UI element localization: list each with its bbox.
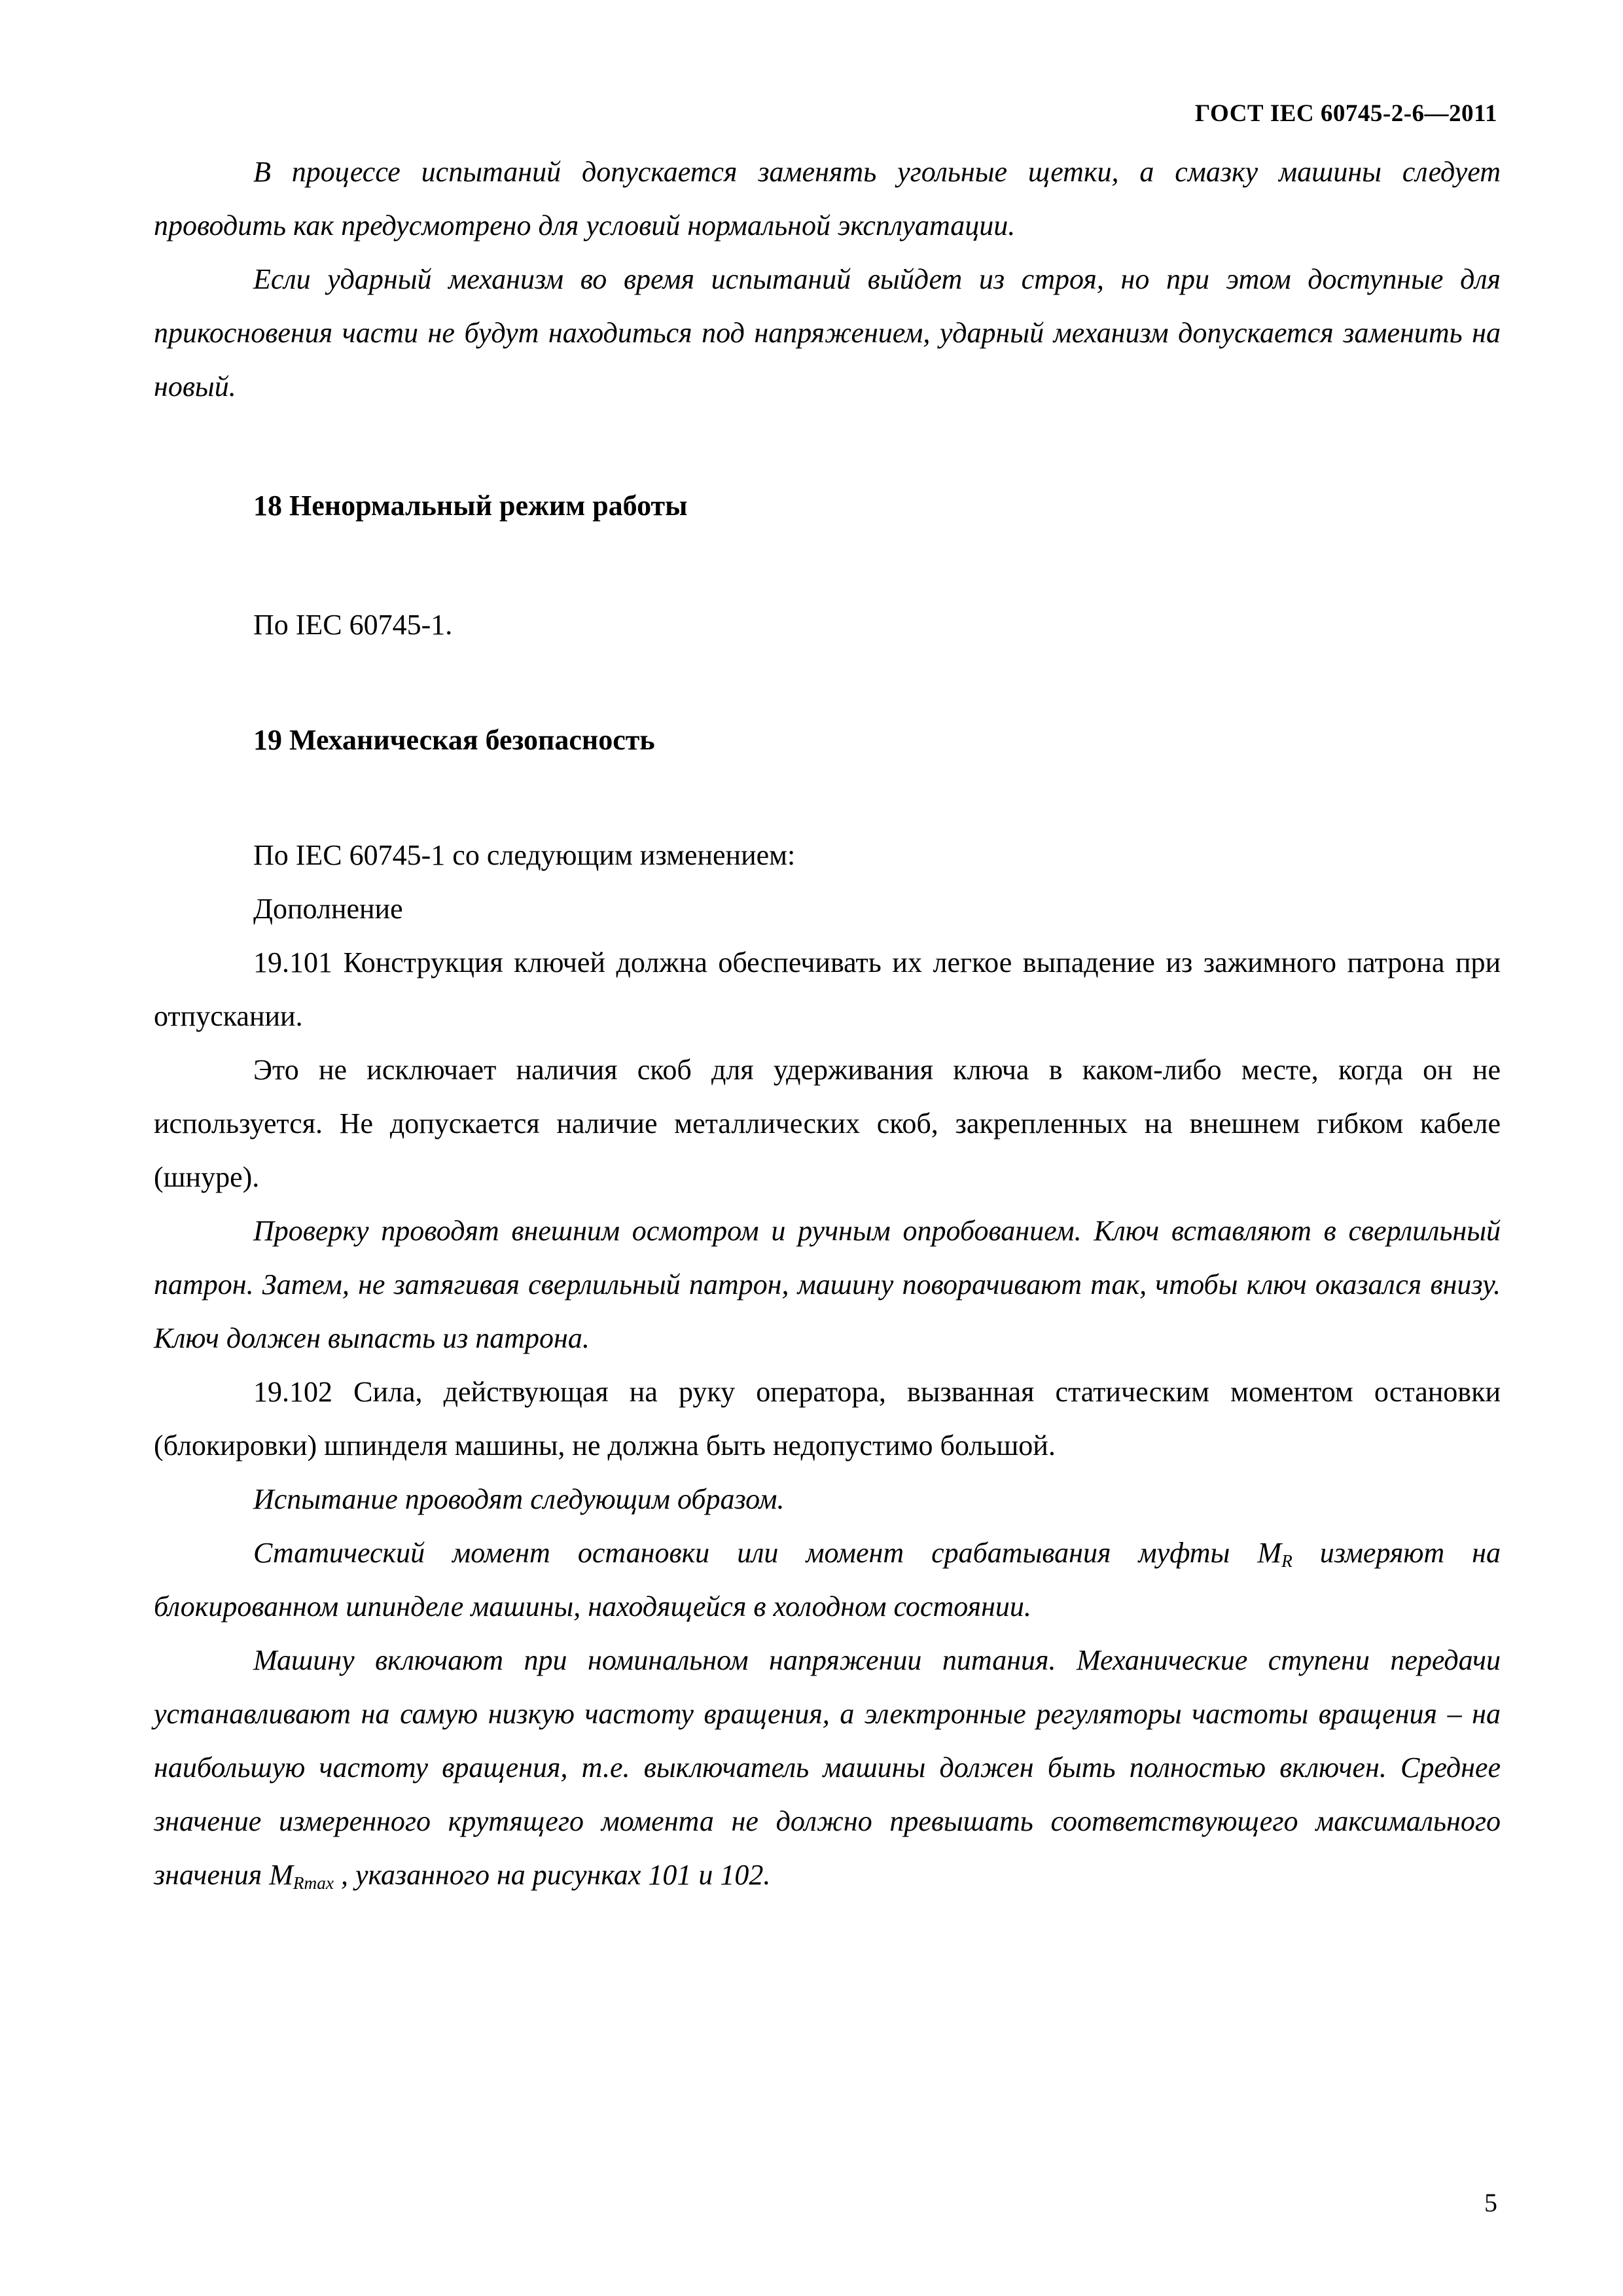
clause-19-101: 19.101 Конструкция ключей должна обеспечивать их легкое выпадение из зажимного патрона при отпускании. bbox=[154, 946, 1501, 1032]
section-19-intro: По IEC 60745-1 со следующим изменением: bbox=[253, 839, 796, 871]
section-19-heading: 19 Механическая безопасность bbox=[253, 724, 655, 756]
paragraph-test: Испытание проводят следующим образом. bbox=[253, 1483, 785, 1515]
section-18-heading: 18 Ненормальный режим работы bbox=[253, 490, 688, 522]
paragraph-switch-on bbox=[154, 1634, 1501, 1902]
paragraph-impact-mechanism: Если ударный механизм во время испытаний выйдет из строя, но при этом доступные для прикосновения части не будут находиться под напряжением, ударный механизм допускается заменить на новый. bbox=[154, 263, 1501, 403]
static-torque-text-b: измеряют на блокированном шпинделе машины, находящейся в холодном состоянии. bbox=[154, 1537, 1501, 1623]
paragraph-check: Проверку проводят внешним осмотром и ручным опробованием. Ключ вставляют в сверлильный патрон. Затем, не затягивая сверлильный патрон, машину поворачивают так, чтобы ключ оказался внизу. Ключ должен выпасть из патрона. bbox=[154, 1215, 1501, 1354]
section-19-addition: Дополнение bbox=[253, 893, 403, 925]
paragraph-brushes: В процессе испытаний допускается заменять угольные щетки, а смазку машины следует проводить как предусмотрено для условий нормальной эксплуатации. bbox=[154, 156, 1501, 242]
static-torque-subscript: R bbox=[1281, 1551, 1293, 1571]
page-number: 5 bbox=[1484, 2188, 1497, 2217]
switch-on-subscript: Rmax bbox=[293, 1873, 334, 1893]
section-18-text: По IEC 60745-1. bbox=[253, 609, 453, 641]
clause-19-102: 19.102 Сила, действующая на руку оператора, вызванная статическим моментом остановки (блокировки) шпинделя машины, не должна быть недопустимо большой. bbox=[154, 1376, 1501, 1462]
paragraph-clips: Это не исключает наличия скоб для удерживания ключа в каком-либо месте, когда он не используется. Не допускается наличие металлических скоб, закрепленных на внешнем гибком кабеле (шнуре). bbox=[154, 1054, 1501, 1193]
switch-on-text-a: Машину включают при номинальном напряжении питания. Механические ступени передачи устанавливают на самую низкую частоту вращения, а электронные регуляторы частоты вращения – на наибольшую частоту вращения, т.е. выключатель машины должен быть полностью включен. Среднее значение измеренного крутящего момента не должно превышать соответствующего максимального значения M bbox=[154, 1644, 1501, 1891]
paragraph-static-torque bbox=[154, 1526, 1501, 1634]
switch-on-text-b: , указанного на рисунках 101 и 102. bbox=[333, 1859, 771, 1891]
document-header: ГОСТ IEC 60745-2-6—2011 bbox=[1194, 100, 1497, 127]
static-torque-text-a: Статический момент остановки или момент срабатывания муфты M bbox=[253, 1537, 1282, 1569]
document-body bbox=[154, 145, 1501, 1902]
